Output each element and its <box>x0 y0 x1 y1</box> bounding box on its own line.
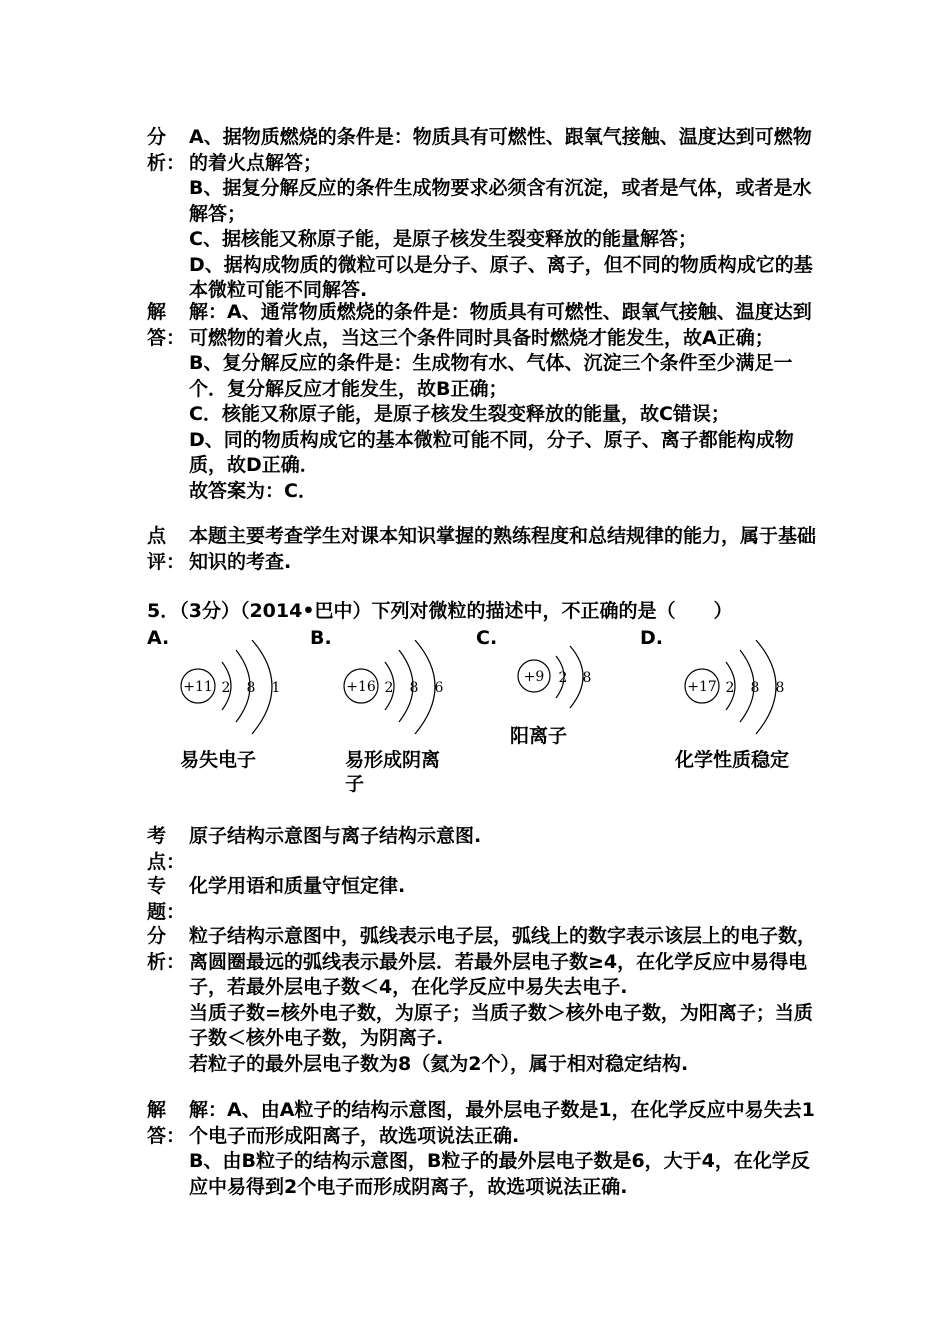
nucleus-charge: +11 <box>183 679 213 695</box>
option-c-desc: 阳离子 <box>510 725 568 747</box>
prev-comment-line: 本题主要考查学生对课本知识掌握的熟练程度和总结规律的能力，属于基础知识的考查. <box>189 525 817 573</box>
nucleus-charge: +9 <box>523 669 545 685</box>
zhuanti-label: 专题： <box>147 875 186 923</box>
zhuanti-line: 化学用语和质量守恒定律. <box>189 875 406 897</box>
option-b-desc: 易形成阴离子 <box>345 749 441 795</box>
option-d-letter: D. <box>640 627 663 649</box>
option-c-letter: C. <box>476 627 498 649</box>
prev-comment-section <box>147 524 817 575</box>
atom-diagram-a <box>170 640 300 740</box>
electron-count: 2 <box>384 680 394 696</box>
electron-count: 8 <box>775 680 785 696</box>
nucleus-charge: +17 <box>687 679 717 695</box>
prev-analysis-section <box>147 125 817 304</box>
q5-solution-label: 解答： <box>147 1099 186 1147</box>
prev-solution-line: C．核能又称原子能，是原子核发生裂变释放的能量，故C错误； <box>189 403 730 425</box>
prev-analysis-line: B、据复分解反应的条件生成物要求必须含有沉淀，或者是气体，或者是水解答； <box>189 177 812 225</box>
electron-count: 8 <box>750 680 760 696</box>
electron-count: 2 <box>558 670 568 686</box>
electron-count: 1 <box>271 680 281 696</box>
electron-count: 6 <box>434 680 444 696</box>
prev-solution-line: 故答案为：C． <box>189 479 317 502</box>
kaodian-label: 考点： <box>147 825 186 873</box>
prev-analysis-line: D、据构成物质的微粒可以是分子、原子、离子，但不同的物质构成它的基本微粒可能不同解答. <box>189 253 813 301</box>
q5-solution-section <box>147 1098 817 1200</box>
electron-count: 8 <box>246 680 256 696</box>
q5-analysis-line: 若粒子的最外层电子数为8（氦为2个），属于相对稳定结构. <box>189 1052 689 1075</box>
atom-diagram-d <box>674 640 804 740</box>
electron-count: 2 <box>221 680 231 696</box>
option-a-letter: A. <box>147 627 170 649</box>
prev-solution-line: D、同的物质构成它的基本微粒可能不同，分子、原子、离子都能构成物质，故D正确． <box>189 428 794 476</box>
nucleus-charge: +16 <box>346 679 376 695</box>
q5-analysis-line: 当质子数=核外电子数，为原子；当质子数＞核外电子数，为阳离子；当质子数＜核外电子数，为阴离子. <box>189 1001 813 1049</box>
electron-count: 8 <box>409 680 419 696</box>
q5-solution-line: 解：A、由A粒子的结构示意图，最外层电子数是1，在化学反应中易失去1个电子而形成阳离子，故选项说法正确. <box>189 1099 815 1147</box>
q5-solution-line: B、由B粒子的结构示意图，B粒子的最外层电子数是6，大于4，在化学反应中易得到2个电子而形成阴离子，故选项说法正确. <box>189 1150 810 1198</box>
kaodian-line: 原子结构示意图与离子结构示意图. <box>189 825 482 847</box>
electron-shell-arc <box>570 646 583 708</box>
option-d-desc: 化学性质稳定 <box>675 749 790 771</box>
option-a-desc: 易失电子 <box>180 749 257 771</box>
option-b-letter: B. <box>310 627 332 649</box>
prev-solution-line: 解：A、通常物质燃烧的条件是：物质具有可燃性、跟氧气接触、温度达到可燃物的着火点，当这三个条件同时具备时燃烧才能发生，故A正确； <box>189 301 812 349</box>
prev-analysis-line: C、据核能又称原子能，是原子核发生裂变释放的能量解答； <box>189 228 697 250</box>
prev-analysis-line: A、据物质燃烧的条件是：物质具有可燃性、跟氧气接触、温度达到可燃物的着火点解答； <box>189 126 812 174</box>
electron-count: 2 <box>725 680 735 696</box>
q5-analysis-line: 粒子结构示意图中，弧线表示电子层，弧线上的数字表示该层上的电子数，离圆圈最远的弧线表示最外层．若最外层电子数≥4，在化学反应中易得电子，若最外层电子数＜4，在化学反应中易失去电子. <box>189 925 817 998</box>
zhuanti-section <box>147 874 817 925</box>
kaodian-section <box>147 824 817 875</box>
prev-solution-line: B、复分解反应的条件是：生成物有水、气体、沉淀三个条件至少满足一个．复分解反应才能发生，故B正确； <box>189 352 793 400</box>
prev-solution-label: 解答： <box>147 301 186 349</box>
prev-analysis-label: 分析： <box>147 126 186 174</box>
prev-solution-section <box>147 300 817 504</box>
q5-analysis-label: 分析： <box>147 925 186 973</box>
question-5-stem: 5．（3分）（2014•巴中）下列对微粒的描述中，不正确的是（ ） <box>147 600 733 622</box>
ion-diagram-c <box>508 644 608 720</box>
prev-comment-label: 点评： <box>147 525 186 573</box>
atom-diagram-b <box>333 640 463 740</box>
electron-count: 8 <box>582 670 592 686</box>
q5-analysis-section <box>147 924 817 1077</box>
